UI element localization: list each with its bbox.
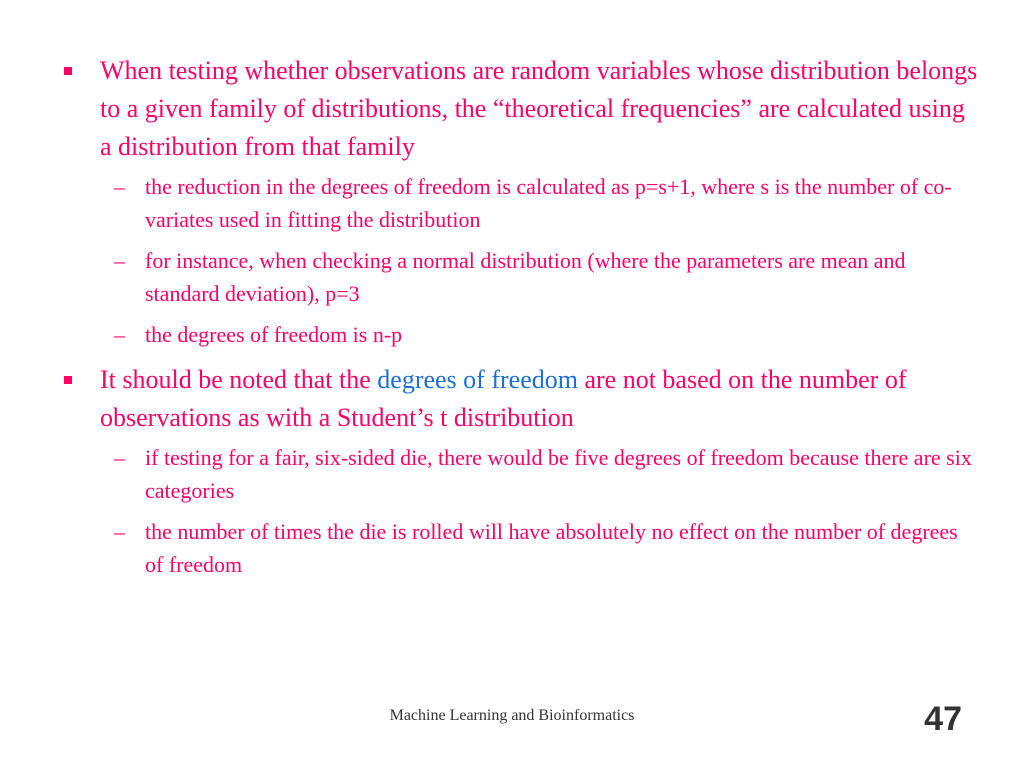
sub-list bbox=[58, 170, 978, 351]
bullet-text-after: are not based on the number of observations as with a Student’s t distribution bbox=[100, 365, 907, 432]
sub-bullet-item bbox=[58, 515, 978, 581]
sub-bullet-item bbox=[58, 170, 978, 236]
sub-bullet-item bbox=[58, 244, 978, 310]
dash-icon: – bbox=[114, 248, 125, 273]
dash-icon: – bbox=[114, 322, 125, 347]
bullet-text: When testing whether observations are random variables whose distribution belongs to a given family of distributions, the “theoretical frequencies” are calculated using a distribution from that family bbox=[100, 56, 978, 161]
sub-list bbox=[58, 441, 978, 581]
square-bullet-icon bbox=[64, 67, 72, 75]
bullet-item bbox=[58, 361, 978, 437]
bullet-item bbox=[58, 52, 978, 166]
sub-bullet-text: for instance, when checking a normal distribution (where the parameters are mean and standard deviation), p=3 bbox=[145, 248, 906, 306]
dash-icon: – bbox=[114, 174, 125, 199]
sub-bullet-text: the degrees of freedom is n-p bbox=[145, 322, 403, 347]
sub-bullet-text: the number of times the die is rolled will have absolutely no effect on the number of degrees of freedom bbox=[145, 519, 958, 577]
degrees-of-freedom-link[interactable]: degrees of freedom bbox=[377, 365, 578, 394]
page-number: 47 bbox=[924, 700, 962, 738]
sub-bullet-item bbox=[58, 318, 978, 351]
footer-title: Machine Learning and Bioinformatics bbox=[389, 707, 635, 724]
dash-icon: – bbox=[114, 519, 125, 544]
bullet-text-before: It should be noted that the bbox=[100, 365, 378, 394]
sub-bullet-text: the reduction in the degrees of freedom is calculated as p=s+1, where s is the number of co-variates used in fitting the distribution bbox=[145, 174, 952, 232]
sub-bullet-text: if testing for a fair, six-sided die, there would be five degrees of freedom because there are six categories bbox=[145, 445, 972, 503]
square-bullet-icon bbox=[64, 376, 72, 384]
slide-content bbox=[58, 52, 978, 591]
dash-icon: – bbox=[114, 445, 125, 470]
sub-bullet-item bbox=[58, 441, 978, 507]
